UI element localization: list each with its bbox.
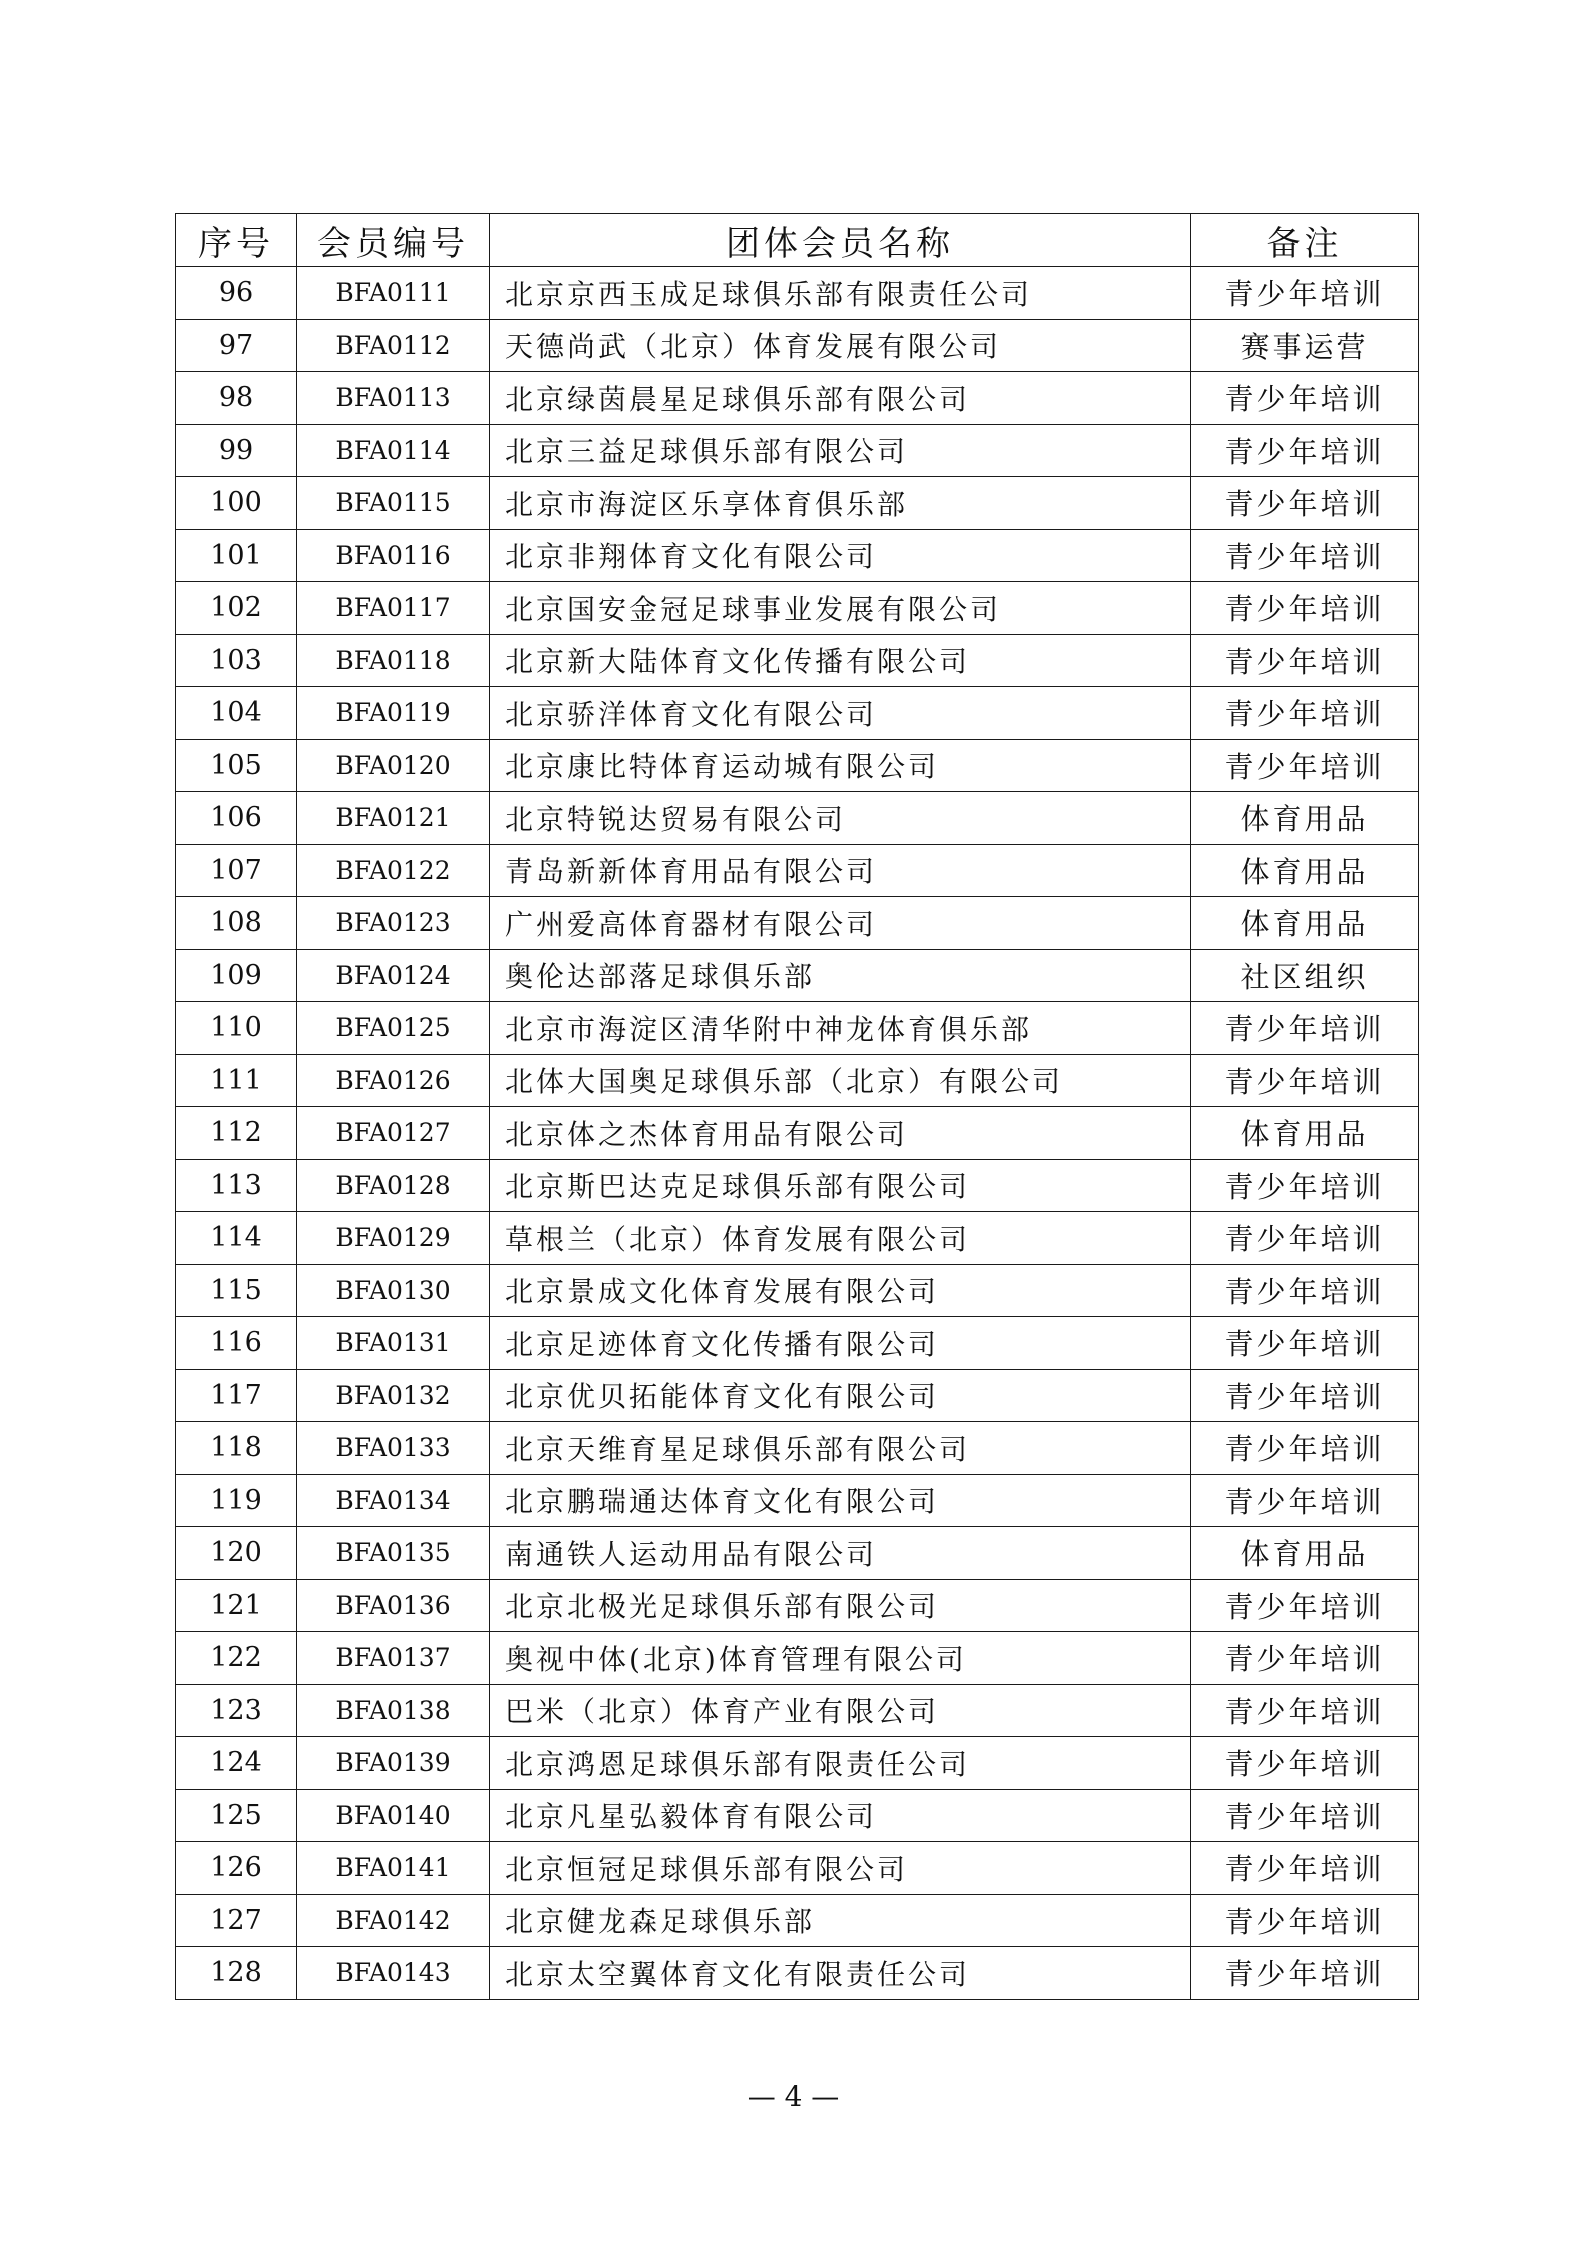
table-row	[176, 949, 1419, 1002]
cell-member-id: BFA0142	[297, 1894, 490, 1947]
table-row	[176, 1264, 1419, 1317]
cell-member-id: BFA0140	[297, 1789, 490, 1842]
cell-member-id: BFA0135	[297, 1527, 490, 1580]
cell-note: 青少年培训	[1191, 1789, 1419, 1842]
cell-name: 天德尚武（北京）体育发展有限公司	[490, 319, 1191, 372]
cell-note: 体育用品	[1191, 844, 1419, 897]
cell-seq: 122	[176, 1632, 297, 1685]
cell-member-id: BFA0131	[297, 1317, 490, 1370]
table-row	[176, 529, 1419, 582]
cell-name: 北京市海淀区清华附中神龙体育俱乐部	[490, 1002, 1191, 1055]
cell-member-id: BFA0126	[297, 1054, 490, 1107]
cell-member-id: BFA0133	[297, 1422, 490, 1475]
cell-member-id: BFA0138	[297, 1684, 490, 1737]
cell-note: 赛事运营	[1191, 319, 1419, 372]
cell-name: 北京体之杰体育用品有限公司	[490, 1107, 1191, 1160]
cell-seq: 125	[176, 1789, 297, 1842]
cell-note: 青少年培训	[1191, 634, 1419, 687]
cell-member-id: BFA0136	[297, 1579, 490, 1632]
cell-member-id: BFA0115	[297, 477, 490, 530]
cell-note: 青少年培训	[1191, 1579, 1419, 1632]
cell-name: 北京骄洋体育文化有限公司	[490, 687, 1191, 740]
cell-name: 北体大国奥足球俱乐部（北京）有限公司	[490, 1054, 1191, 1107]
table-header-row	[176, 214, 1419, 267]
cell-note: 青少年培训	[1191, 1947, 1419, 2000]
cell-seq: 124	[176, 1737, 297, 1790]
table-row	[176, 1212, 1419, 1265]
table-row	[176, 1474, 1419, 1527]
cell-note: 青少年培训	[1191, 1317, 1419, 1370]
cell-seq: 118	[176, 1422, 297, 1475]
cell-member-id: BFA0119	[297, 687, 490, 740]
table-row	[176, 897, 1419, 950]
cell-name: 奥视中体(北京)体育管理有限公司	[490, 1632, 1191, 1685]
cell-name: 北京凡星弘毅体育有限公司	[490, 1789, 1191, 1842]
cell-member-id: BFA0117	[297, 582, 490, 635]
cell-name: 北京京西玉成足球俱乐部有限责任公司	[490, 267, 1191, 320]
cell-seq: 105	[176, 739, 297, 792]
cell-name: 巴米（北京）体育产业有限公司	[490, 1684, 1191, 1737]
cell-seq: 103	[176, 634, 297, 687]
table-row	[176, 477, 1419, 530]
cell-note: 青少年培训	[1191, 1894, 1419, 1947]
cell-name: 北京鸿恩足球俱乐部有限责任公司	[490, 1737, 1191, 1790]
table-row	[176, 1894, 1419, 1947]
cell-note: 青少年培训	[1191, 1842, 1419, 1895]
cell-seq: 109	[176, 949, 297, 1002]
cell-seq: 113	[176, 1159, 297, 1212]
cell-seq: 106	[176, 792, 297, 845]
cell-seq: 111	[176, 1054, 297, 1107]
cell-name: 北京优贝拓能体育文化有限公司	[490, 1369, 1191, 1422]
cell-member-id: BFA0128	[297, 1159, 490, 1212]
header-note: 备注	[1191, 214, 1419, 267]
cell-note: 体育用品	[1191, 792, 1419, 845]
table-row	[176, 372, 1419, 425]
cell-name: 北京市海淀区乐享体育俱乐部	[490, 477, 1191, 530]
cell-note: 青少年培训	[1191, 582, 1419, 635]
cell-name: 北京康比特体育运动城有限公司	[490, 739, 1191, 792]
cell-name: 南通铁人运动用品有限公司	[490, 1527, 1191, 1580]
table-row	[176, 1317, 1419, 1370]
cell-name: 广州爱高体育器材有限公司	[490, 897, 1191, 950]
cell-seq: 102	[176, 582, 297, 635]
table-row	[176, 1579, 1419, 1632]
cell-member-id: BFA0112	[297, 319, 490, 372]
table-row	[176, 1842, 1419, 1895]
cell-member-id: BFA0141	[297, 1842, 490, 1895]
table-row	[176, 1527, 1419, 1580]
table-row	[176, 1002, 1419, 1055]
table-row	[176, 739, 1419, 792]
cell-seq: 120	[176, 1527, 297, 1580]
cell-note: 青少年培训	[1191, 477, 1419, 530]
page-number: — 4 —	[747, 2080, 840, 2113]
table-row	[176, 1422, 1419, 1475]
cell-member-id: BFA0143	[297, 1947, 490, 2000]
cell-name: 北京鹏瑞通达体育文化有限公司	[490, 1474, 1191, 1527]
cell-seq: 97	[176, 319, 297, 372]
cell-seq: 107	[176, 844, 297, 897]
cell-note: 青少年培训	[1191, 1264, 1419, 1317]
cell-note: 青少年培训	[1191, 1369, 1419, 1422]
table-row	[176, 319, 1419, 372]
table-row	[176, 1369, 1419, 1422]
table-row	[176, 1632, 1419, 1685]
cell-note: 青少年培训	[1191, 1474, 1419, 1527]
cell-name: 北京健龙森足球俱乐部	[490, 1894, 1191, 1947]
cell-note: 青少年培训	[1191, 372, 1419, 425]
header-name: 团体会员名称	[490, 214, 1191, 267]
cell-seq: 123	[176, 1684, 297, 1737]
cell-note: 青少年培训	[1191, 1632, 1419, 1685]
cell-name: 北京斯巴达克足球俱乐部有限公司	[490, 1159, 1191, 1212]
cell-seq: 98	[176, 372, 297, 425]
member-table	[175, 213, 1419, 2000]
cell-name: 北京恒冠足球俱乐部有限公司	[490, 1842, 1191, 1895]
table-row	[176, 267, 1419, 320]
table-row	[176, 1789, 1419, 1842]
cell-seq: 121	[176, 1579, 297, 1632]
cell-seq: 114	[176, 1212, 297, 1265]
cell-name: 北京非翔体育文化有限公司	[490, 529, 1191, 582]
cell-seq: 110	[176, 1002, 297, 1055]
cell-seq: 117	[176, 1369, 297, 1422]
cell-seq: 127	[176, 1894, 297, 1947]
cell-member-id: BFA0111	[297, 267, 490, 320]
cell-name: 北京绿茵晨星足球俱乐部有限公司	[490, 372, 1191, 425]
table-row	[176, 1684, 1419, 1737]
cell-seq: 99	[176, 424, 297, 477]
table-row	[176, 1947, 1419, 2000]
cell-note: 青少年培训	[1191, 1684, 1419, 1737]
cell-member-id: BFA0124	[297, 949, 490, 1002]
cell-member-id: BFA0116	[297, 529, 490, 582]
table-row	[176, 687, 1419, 740]
cell-seq: 104	[176, 687, 297, 740]
table-row	[176, 1054, 1419, 1107]
table-row	[176, 1107, 1419, 1160]
cell-member-id: BFA0130	[297, 1264, 490, 1317]
cell-seq: 112	[176, 1107, 297, 1160]
header-member-id: 会员编号	[297, 214, 490, 267]
cell-name: 北京天维育星足球俱乐部有限公司	[490, 1422, 1191, 1475]
cell-name: 奥伦达部落足球俱乐部	[490, 949, 1191, 1002]
cell-member-id: BFA0127	[297, 1107, 490, 1160]
cell-member-id: BFA0118	[297, 634, 490, 687]
table-row	[176, 792, 1419, 845]
cell-note: 体育用品	[1191, 1107, 1419, 1160]
cell-member-id: BFA0121	[297, 792, 490, 845]
cell-name: 北京太空翼体育文化有限责任公司	[490, 1947, 1191, 2000]
cell-note: 青少年培训	[1191, 1002, 1419, 1055]
cell-seq: 115	[176, 1264, 297, 1317]
table-row	[176, 424, 1419, 477]
cell-note: 青少年培训	[1191, 529, 1419, 582]
cell-seq: 100	[176, 477, 297, 530]
cell-name: 北京新大陆体育文化传播有限公司	[490, 634, 1191, 687]
cell-note: 青少年培训	[1191, 267, 1419, 320]
cell-note: 社区组织	[1191, 949, 1419, 1002]
cell-note: 青少年培训	[1191, 424, 1419, 477]
cell-note: 青少年培训	[1191, 687, 1419, 740]
cell-member-id: BFA0113	[297, 372, 490, 425]
cell-note: 体育用品	[1191, 1527, 1419, 1580]
cell-member-id: BFA0132	[297, 1369, 490, 1422]
cell-seq: 126	[176, 1842, 297, 1895]
table-row	[176, 844, 1419, 897]
cell-member-id: BFA0122	[297, 844, 490, 897]
cell-member-id: BFA0129	[297, 1212, 490, 1265]
header-seq: 序号	[176, 214, 297, 267]
cell-member-id: BFA0134	[297, 1474, 490, 1527]
cell-name: 北京足迹体育文化传播有限公司	[490, 1317, 1191, 1370]
member-table-body	[176, 267, 1419, 2000]
cell-seq: 119	[176, 1474, 297, 1527]
cell-name: 北京特锐达贸易有限公司	[490, 792, 1191, 845]
table-row	[176, 634, 1419, 687]
cell-name: 北京北极光足球俱乐部有限公司	[490, 1579, 1191, 1632]
cell-seq: 96	[176, 267, 297, 320]
cell-member-id: BFA0123	[297, 897, 490, 950]
cell-name: 北京三益足球俱乐部有限公司	[490, 424, 1191, 477]
cell-name: 北京景成文化体育发展有限公司	[490, 1264, 1191, 1317]
cell-name: 草根兰（北京）体育发展有限公司	[490, 1212, 1191, 1265]
cell-member-id: BFA0114	[297, 424, 490, 477]
cell-seq: 101	[176, 529, 297, 582]
cell-note: 青少年培训	[1191, 1159, 1419, 1212]
cell-name: 北京国安金冠足球事业发展有限公司	[490, 582, 1191, 635]
cell-member-id: BFA0120	[297, 739, 490, 792]
cell-seq: 108	[176, 897, 297, 950]
cell-member-id: BFA0137	[297, 1632, 490, 1685]
cell-name: 青岛新新体育用品有限公司	[490, 844, 1191, 897]
table-row	[176, 1737, 1419, 1790]
cell-seq: 128	[176, 1947, 297, 2000]
cell-note: 青少年培训	[1191, 1212, 1419, 1265]
cell-member-id: BFA0139	[297, 1737, 490, 1790]
cell-note: 体育用品	[1191, 897, 1419, 950]
table-row	[176, 1159, 1419, 1212]
cell-note: 青少年培训	[1191, 1737, 1419, 1790]
table-row	[176, 582, 1419, 635]
cell-note: 青少年培训	[1191, 1422, 1419, 1475]
cell-seq: 116	[176, 1317, 297, 1370]
cell-member-id: BFA0125	[297, 1002, 490, 1055]
cell-note: 青少年培训	[1191, 1054, 1419, 1107]
cell-note: 青少年培训	[1191, 739, 1419, 792]
